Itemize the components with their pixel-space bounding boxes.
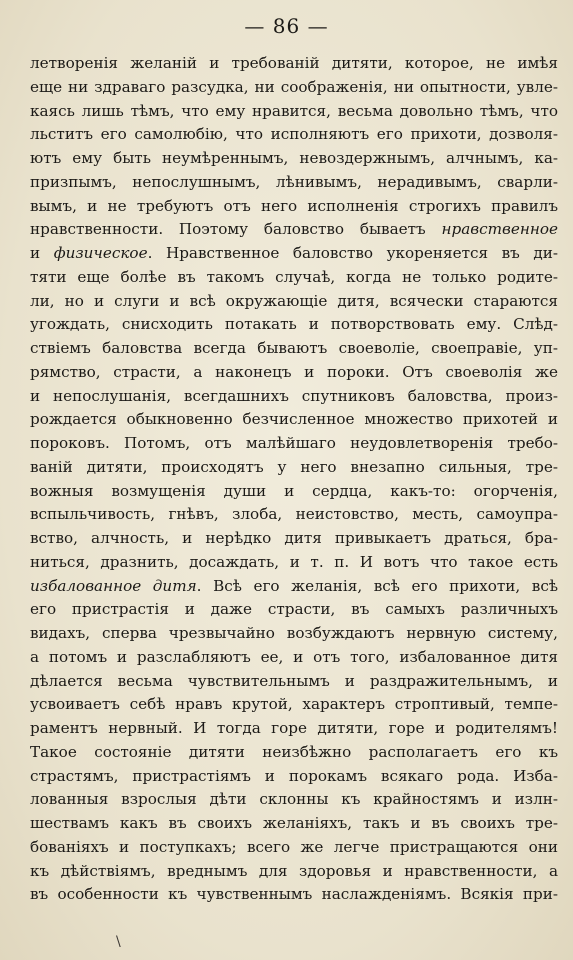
- text-line: [30, 717, 558, 741]
- text-line: [30, 361, 558, 385]
- text-line: [30, 313, 558, 337]
- text-segment: раментъ нервный. И тогда горе дитяти, горе и родителямъ!: [30, 719, 558, 737]
- text-segment: ютъ ему быть неумѣреннымъ, невоздержнымъ, алчнымъ, ка-: [30, 149, 558, 167]
- text-segment: дѣлается весьма чувствительнымъ и раздражительнымъ, и: [30, 671, 558, 690]
- text-line: [30, 385, 558, 409]
- text-line: [30, 670, 558, 694]
- text-line: [30, 408, 558, 432]
- italic-text: нравственное: [441, 220, 558, 239]
- text-line: [30, 242, 558, 266]
- text-segment: ваній дитяти, происходятъ у него внезапно сильныя, тре-: [30, 457, 558, 476]
- text-line: [30, 432, 558, 456]
- text-line: [30, 836, 558, 860]
- text-line: [30, 195, 558, 219]
- text-segment: къ дѣйствіямъ, вреднымъ для здоровья и нравственности, а: [30, 861, 558, 880]
- text-segment: льститъ его самолюбію, что исполняютъ его прихоти, дозволя-: [30, 125, 558, 144]
- text-segment: призпымъ, непослушнымъ, лѣнивымъ, нерадивымъ, сварли-: [30, 172, 558, 191]
- text-line: [30, 171, 558, 195]
- text-segment: усвоиваетъ себѣ нравъ крутой, характеръ строптивый, темпе-: [30, 695, 558, 714]
- text-line: [30, 52, 558, 76]
- text-segment: угождать, снисходить потакать и потворствовать ему. Слѣд-: [30, 315, 558, 334]
- text-line: [30, 741, 558, 765]
- text-line: [30, 76, 558, 100]
- text-segment: вожныя возмущенія души и сердца, какъ-то: огорченія,: [30, 481, 558, 500]
- text-line: [30, 266, 558, 290]
- text-segment: еще ни здраваго разсудка, ни соображенія, ни опытности, увле-: [30, 77, 558, 96]
- text-line: [30, 765, 558, 789]
- text-segment: шествамъ какъ въ своихъ желаніяхъ, такъ и въ своихъ тре-: [30, 814, 558, 832]
- text-segment: ли, но и слуги и всѣ окружающіе дитя, всячески стараются: [30, 291, 558, 310]
- text-segment: ствіемъ баловства всегда бываютъ своеволіе, своеправіе, уп-: [30, 339, 558, 357]
- text-segment: тяти еще болѣе въ такомъ случаѣ, когда не только родите-: [30, 267, 558, 286]
- text-segment: вство, алчность, и нерѣдко дитя привыкаетъ драться, бра-: [30, 529, 558, 547]
- text-line: [30, 693, 558, 717]
- text-segment: . Всѣ его желанія, всѣ его прихоти, всѣ: [196, 576, 558, 595]
- text-segment: пороковъ. Потомъ, отъ малѣйшаго неудовлетворенія требо-: [30, 434, 558, 452]
- text-line: [30, 646, 558, 670]
- italic-text: избалованное дитя: [30, 576, 197, 595]
- text-segment: и: [30, 244, 54, 262]
- stray-mark: \: [116, 934, 121, 950]
- text-line: [30, 218, 558, 242]
- text-line: [30, 598, 558, 622]
- body-text: [30, 52, 558, 907]
- text-segment: летворенія желаній и требованій дитяти, которое, не имѣя: [30, 54, 558, 72]
- text-line: [30, 575, 558, 599]
- text-segment: нравственности. Поэтому баловство бываетъ: [30, 220, 442, 239]
- text-line: [30, 290, 558, 314]
- text-segment: страстямъ, пристрастіямъ и порокамъ всякаго рода. Изба-: [30, 766, 558, 785]
- text-segment: рождается обыкновенно безчисленное множество прихотей и: [30, 410, 558, 429]
- text-segment: Такое состояніе дитяти неизбѣжно располагаетъ его къ: [30, 742, 558, 761]
- text-line: [30, 622, 558, 646]
- text-segment: вымъ, и не требуютъ отъ него исполненія строгихъ правилъ: [30, 196, 558, 215]
- text-segment: видахъ, сперва чрезвычайно возбуждаютъ нервную систему,: [30, 624, 558, 642]
- text-line: [30, 480, 558, 504]
- text-segment: ниться, дразнить, досаждать, и т. п. И вотъ что такое есть: [30, 552, 558, 571]
- text-line: [30, 860, 558, 884]
- text-line: [30, 100, 558, 124]
- italic-text: физическое: [53, 244, 148, 262]
- text-line: [30, 147, 558, 171]
- page-number: — 86 —: [244, 14, 329, 38]
- text-line: [30, 527, 558, 551]
- text-segment: его пристрастія и даже страсти, въ самыхъ различныхъ: [30, 600, 558, 619]
- text-line: [30, 503, 558, 527]
- text-line: [30, 812, 558, 836]
- text-line: [30, 788, 558, 812]
- text-line: [30, 456, 558, 480]
- text-segment: лованныя взрослыя дѣти склонны къ крайностямъ и излн-: [30, 790, 558, 809]
- text-segment: а потомъ и разслабляютъ ее, и отъ того, избалованное дитя: [30, 647, 558, 666]
- text-line: [30, 551, 558, 575]
- text-segment: вспыльчивость, гнѣвъ, злоба, неистовство, месть, самоупра-: [30, 505, 558, 524]
- text-line: [30, 337, 558, 361]
- text-segment: каясь лишь тѣмъ, что ему нравится, весьма довольно тѣмъ, что: [30, 101, 558, 120]
- text-line: [30, 123, 558, 147]
- text-line: [30, 883, 558, 907]
- text-segment: и непослушанія, всегдашнихъ спутниковъ баловства, произ-: [30, 386, 558, 405]
- text-segment: въ особенности къ чувственнымъ наслажденіямъ. Всякія при-: [30, 885, 558, 904]
- text-segment: бованіяхъ и поступкахъ; всего же легче пристращаются они: [30, 837, 558, 856]
- text-segment: . Нравственное баловство укореняется въ ди-: [147, 244, 558, 262]
- text-segment: рямство, страсти, а наконецъ и пороки. Отъ своеволія же: [30, 362, 558, 381]
